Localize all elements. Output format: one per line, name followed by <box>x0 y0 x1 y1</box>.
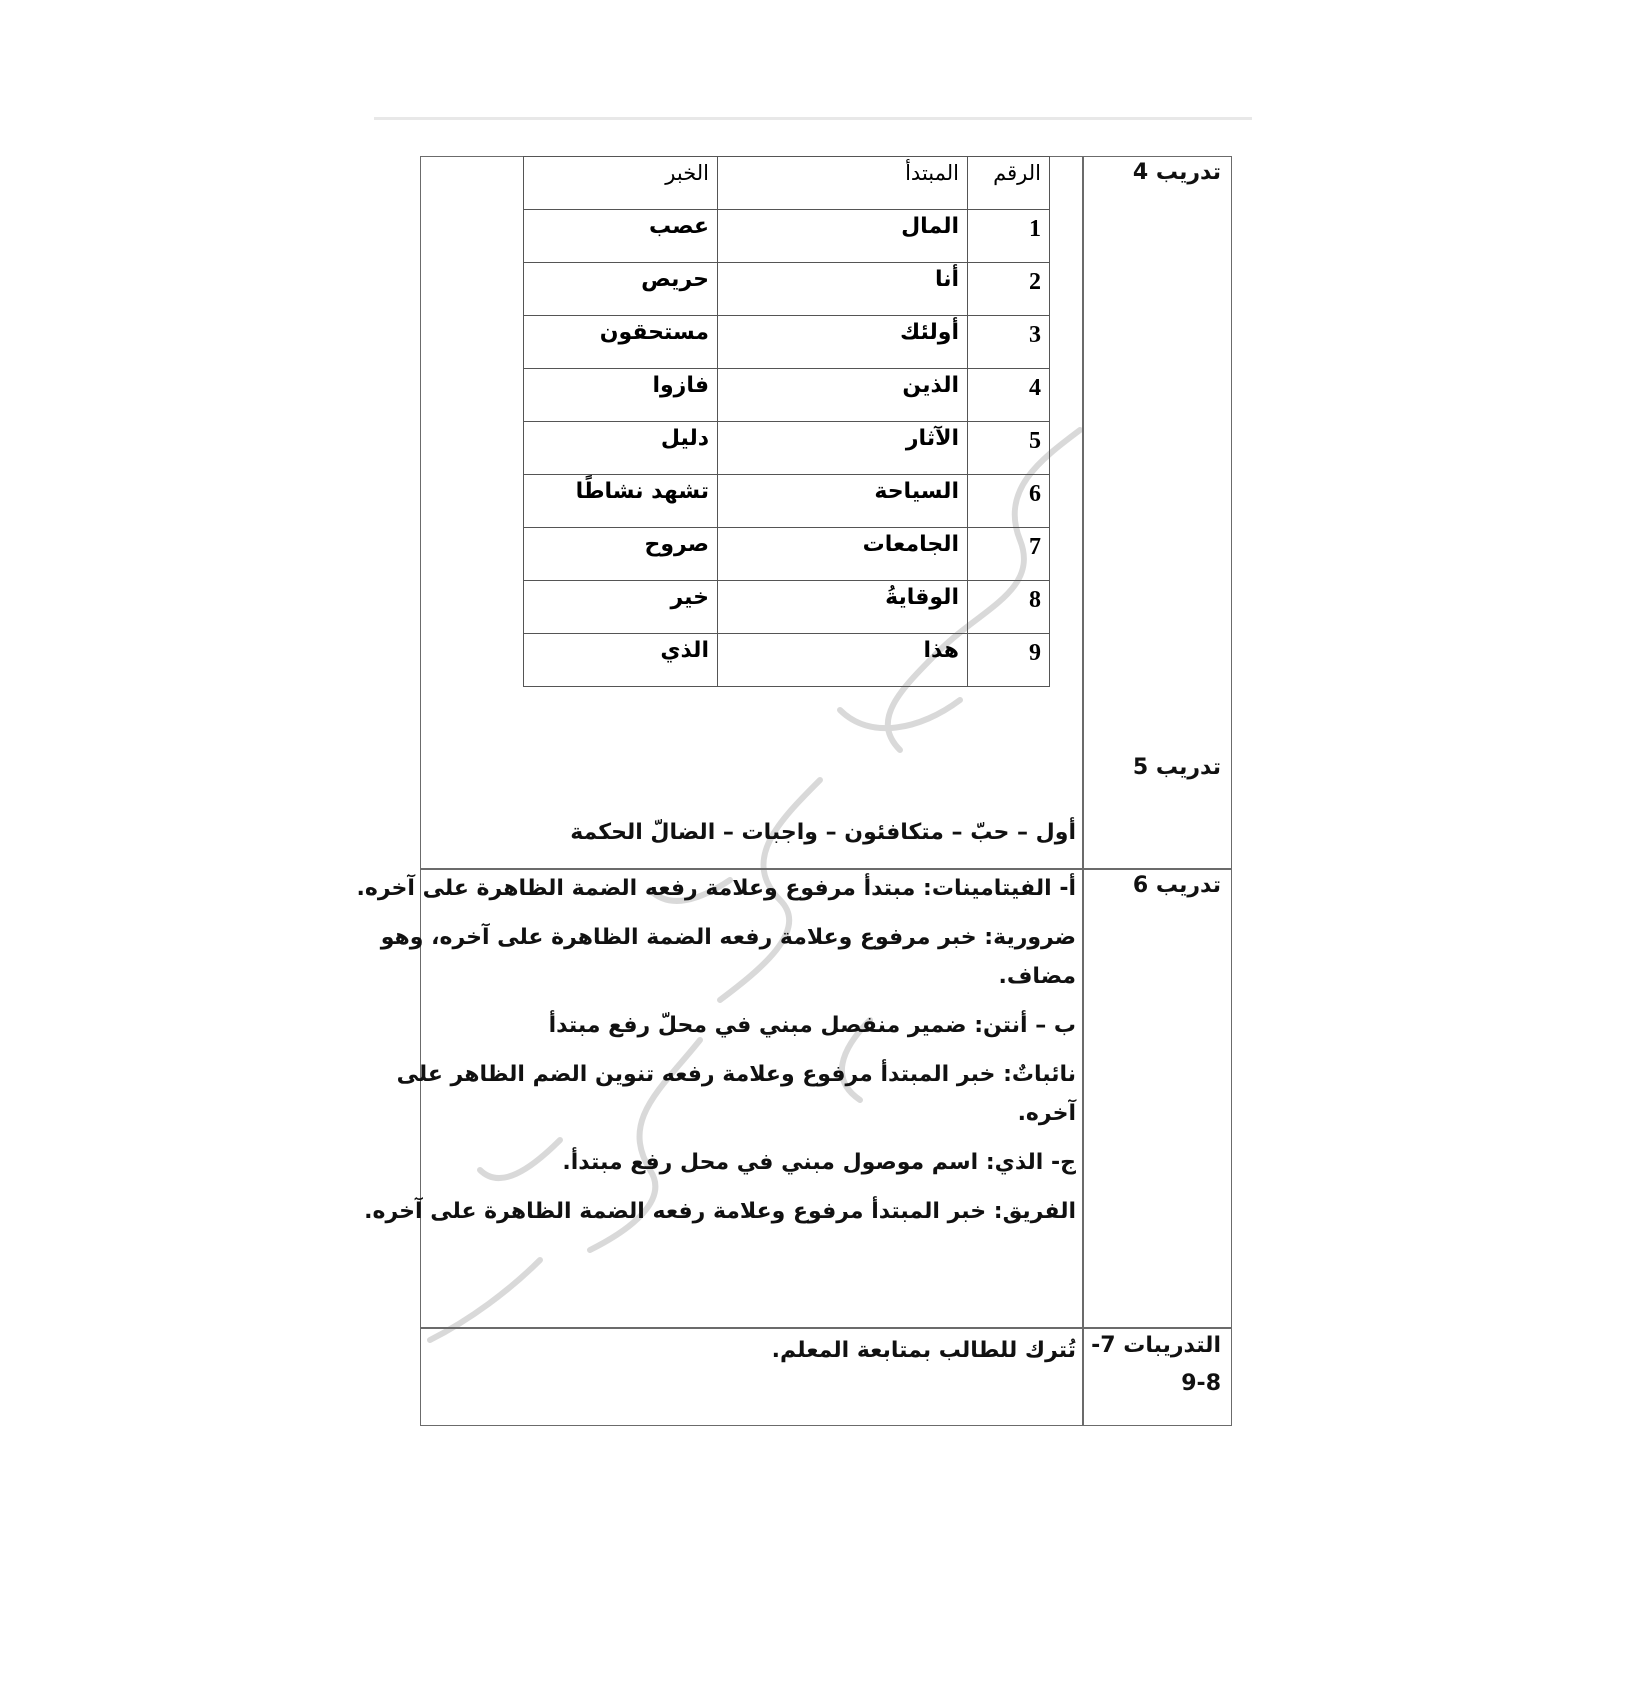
row-predicate: الذي <box>524 634 718 687</box>
ex6-line-b2: مضاف. <box>998 964 1076 989</box>
subject-predicate-table <box>523 156 1050 687</box>
table-row <box>524 316 1050 369</box>
row-predicate: عصب <box>524 210 718 263</box>
row-number: 9 <box>968 634 1050 687</box>
row-predicate: خير <box>524 581 718 634</box>
row-subject: أولئك <box>718 316 968 369</box>
row-number: 6 <box>968 475 1050 528</box>
ex6-line-f: الفريق: خبر المبتدأ مرفوع وعلامة رفعه الضمة الظاهرة على آخره. <box>364 1199 1076 1224</box>
exercise-7-9-label-range: 9-8 <box>1181 1371 1221 1396</box>
row-subject: السياحة <box>718 475 968 528</box>
row-number: 1 <box>968 210 1050 263</box>
row-number: 7 <box>968 528 1050 581</box>
row-number: 2 <box>968 263 1050 316</box>
row-subject: الوقايةُ <box>718 581 968 634</box>
table-row <box>524 475 1050 528</box>
exercise-5-answer: أول – حبّ – متكافئون – واجبات – الضالّ الحكمة <box>570 820 1076 845</box>
ex6-line-a: أ- الفيتامينات: مبتدأ مرفوع وعلامة رفعه الضمة الظاهرة على آخره. <box>356 876 1076 901</box>
row-predicate: حريص <box>524 263 718 316</box>
row-number: 8 <box>968 581 1050 634</box>
row-predicate: مستحقون <box>524 316 718 369</box>
row-subject: المال <box>718 210 968 263</box>
ex6-line-b1: ضرورية: خبر مرفوع وعلامة رفعه الضمة الظاهرة على آخره، وهو <box>380 925 1076 950</box>
table-row <box>524 263 1050 316</box>
exercise-7-9-answer: تُترك للطالب بمتابعة المعلم. <box>771 1338 1076 1363</box>
table-row <box>524 369 1050 422</box>
header-number: الرقم <box>968 157 1050 210</box>
row-number: 4 <box>968 369 1050 422</box>
table-row <box>524 210 1050 263</box>
exercise-7-9-label: التدريبات 7- <box>1091 1333 1221 1358</box>
ex6-line-d2: آخره. <box>1017 1101 1076 1126</box>
row-number: 5 <box>968 422 1050 475</box>
table-row <box>524 581 1050 634</box>
header-subject: المبتدأ <box>718 157 968 210</box>
ex6-line-e: ج- الذي: اسم موصول مبني في محل رفع مبتدأ. <box>562 1150 1076 1175</box>
ex6-line-d1: نائباتٌ: خبر المبتدأ مرفوع وعلامة رفعه تنوين الضم الظاهر على <box>396 1062 1076 1087</box>
header-predicate: الخبر <box>524 157 718 210</box>
exercise-6-label: تدريب 6 <box>1132 873 1221 898</box>
table-header-row <box>524 157 1050 210</box>
label-column-divider <box>1082 156 1084 1426</box>
table-row <box>524 422 1050 475</box>
row-predicate: صروح <box>524 528 718 581</box>
row-subject: هذا <box>718 634 968 687</box>
top-divider <box>374 117 1252 120</box>
exercise-4-label: تدريب 4 <box>1132 160 1221 185</box>
table-row <box>524 634 1050 687</box>
row-number: 3 <box>968 316 1050 369</box>
row-divider-ex789 <box>420 1327 1232 1329</box>
row-predicate: فازوا <box>524 369 718 422</box>
row-subject: الذين <box>718 369 968 422</box>
ex6-line-c: ب – أنتن: ضمير منفصل مبني في محلّ رفع مبتدأ <box>548 1013 1076 1038</box>
exercise-5-label: تدريب 5 <box>1132 755 1221 780</box>
table-row <box>524 528 1050 581</box>
row-subject: الجامعات <box>718 528 968 581</box>
row-predicate: تشهد نشاطًا <box>524 475 718 528</box>
row-subject: الآثار <box>718 422 968 475</box>
row-subject: أنا <box>718 263 968 316</box>
exercise-6-answers <box>356 869 1076 1231</box>
row-predicate: دليل <box>524 422 718 475</box>
